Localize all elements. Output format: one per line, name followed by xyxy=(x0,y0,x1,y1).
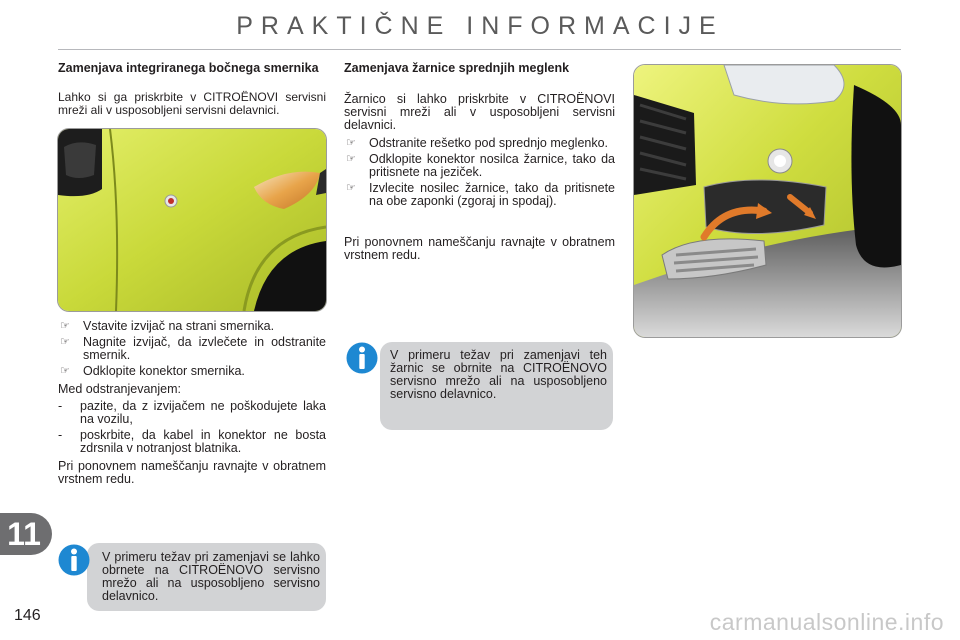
side-indicator-illustration xyxy=(58,129,326,311)
fog-refit-note: Pri ponovnem nameščanju ravnajte v obratnem vrstnem redu. xyxy=(344,235,615,262)
pointing-hand-icon: ☞ xyxy=(60,336,70,348)
fog-lamp-photo xyxy=(633,64,902,338)
side-step-text: Vstavite izvijač na strani smernika. xyxy=(83,319,275,333)
pointing-hand-icon: ☞ xyxy=(60,365,70,377)
page-title: PRAKTIČNE INFORMACIJE xyxy=(236,12,724,40)
pointing-hand-icon: ☞ xyxy=(346,153,356,165)
fog-lamp-intro: Žarnico si lahko priskrbite v CITROËNOVI servisni mreži ali v usposobljeni servisni delavnici. xyxy=(344,92,615,132)
fog-step-item xyxy=(344,182,615,208)
side-step-item xyxy=(58,336,326,362)
header-divider xyxy=(58,49,901,50)
side-indicator-heading: Zamenjava integriranega bočnega smernika xyxy=(58,61,319,75)
fog-lamp-heading: Zamenjava žarnice sprednjih meglenk xyxy=(344,61,570,75)
watermark: carmanualsonline.info xyxy=(709,609,944,635)
pointing-hand-icon: ☞ xyxy=(346,182,356,194)
caution-item: - pazite, da z izvijačem ne poškodujete laka na vozilu, xyxy=(58,399,326,426)
side-step-text: Odklopite konektor smernika. xyxy=(83,364,245,378)
side-indicator-photo xyxy=(57,128,327,312)
caution-text: poskrbite, da kabel in konektor ne bosta zdrsnila v notranjost blatnika. xyxy=(80,428,326,455)
fog-step-item xyxy=(344,137,615,150)
fog-step-text: Izvlecite nosilec žarnice, tako da pritisnete na obe zaponki (zgoraj in spodaj). xyxy=(369,181,615,208)
fog-step-text: Odstranite rešetko pod sprednjo meglenko. xyxy=(369,136,609,150)
pointing-hand-icon: ☞ xyxy=(346,137,356,149)
fog-lamp-illustration xyxy=(634,65,901,337)
during-removal-label: Med odstranjevanjem: xyxy=(58,382,181,396)
fog-step-text: Odklopite konektor nosilca žarnice, tako da pritisnete na jeziček. xyxy=(369,152,615,179)
fog-info-text: V primeru težav pri zamenjavi teh žarnic se obrnite na CITROËNOVO servisno mrežo ali na usposobljeno servisno delavnico. xyxy=(390,348,607,401)
info-icon xyxy=(346,341,378,380)
page-number: 146 xyxy=(14,607,41,624)
side-step-item xyxy=(58,320,326,333)
chapter-number: 11 xyxy=(7,516,41,552)
side-refit-note: Pri ponovnem nameščanju ravnajte v obratnem vrstnem redu. xyxy=(58,459,326,486)
caution-item: - poskrbite, da kabel in konektor ne bosta zdrsnila v notranjost blatnika. xyxy=(58,428,326,455)
side-step-text: Nagnite izvijač, da izvlečete in odstranite smernik. xyxy=(83,335,326,362)
caution-text: pazite, da z izvijačem ne poškodujete laka na vozilu, xyxy=(80,399,326,426)
side-indicator-intro: Lahko si ga priskrbite v CITROËNOVI servisni mreži ali v usposobljeni servisni delavnici. xyxy=(58,90,326,117)
side-info-text: V primeru težav pri zamenjavi se lahko obrnete na CITROËNOVO servisno mrežo ali na usposobljeno servisno delavnico. xyxy=(102,550,320,603)
fog-step-item xyxy=(344,153,615,179)
pointing-hand-icon: ☞ xyxy=(60,320,70,332)
info-icon xyxy=(58,543,90,582)
side-step-item xyxy=(58,365,326,378)
